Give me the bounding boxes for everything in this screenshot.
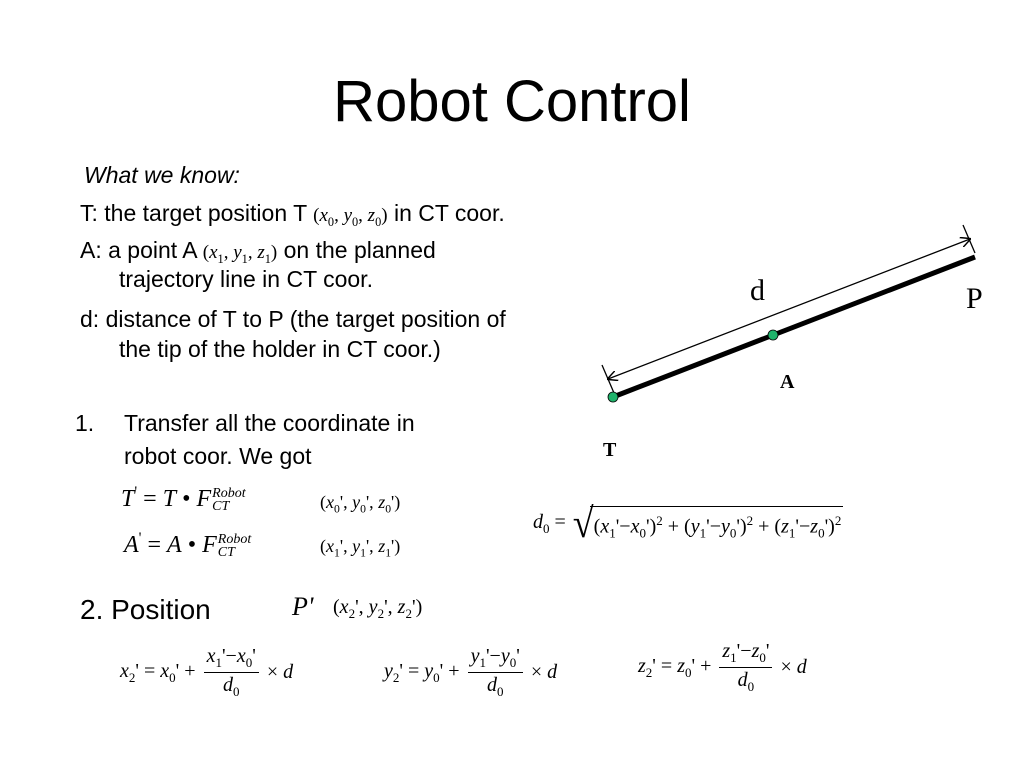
distance-definition-line1: d: distance of T to P (the target position of [80, 306, 506, 332]
x2-formula: $x_2' = x_0'$ + $\frac{x_1'-x_0'}{d_0}$ × d [120, 645, 294, 699]
point-a-prefix: A: a point A [80, 237, 197, 263]
target-suffix: in CT coor. [393, 200, 505, 226]
a-prime-coords: ($x_1'$, $y_1'$, $z_1'$) [320, 536, 401, 560]
y2-formula: $y_2' = y_0'$ + $\frac{y_1'-y_0'}{d_0}$ × d [384, 645, 558, 699]
target-prefix: T: the target position T [80, 200, 307, 226]
trajectory-diagram [590, 220, 1010, 470]
point-a-marker [768, 330, 778, 340]
distance-tick-end [963, 225, 975, 253]
step2-label: 2. Position [80, 594, 211, 625]
equation-a-prime: A' = A • F Robot CT [124, 530, 252, 561]
point-a-suffix: on the planned [283, 237, 436, 263]
t-prime-coords: ($x_0'$, $y_0'$, $z_0'$) [320, 492, 401, 516]
point-t-marker [608, 392, 618, 402]
step1-line2: robot coor. We got [124, 443, 312, 469]
label-t: T [603, 439, 617, 461]
what-we-know-label: What we know: [84, 162, 240, 188]
point-a-coords: ($x_1$, $y_1$, $z_1$) [202, 242, 278, 266]
page-title: Robot Control [333, 69, 691, 134]
p-prime: P' [292, 592, 314, 621]
label-p: P [966, 282, 983, 315]
target-definition [80, 200, 505, 236]
step1-number: 1. [75, 410, 95, 436]
distance-arrow [608, 239, 970, 379]
label-d: d [750, 274, 765, 307]
step1-line1: Transfer all the coordinate in [124, 410, 415, 436]
z2-formula: $z_2' = z_0'$ + $\frac{z_1'-z_0'}{d_0}$ × d [638, 640, 807, 694]
equation-t-prime: T' = T • F Robot CT [121, 484, 246, 515]
distance-definition-line2: the tip of the holder in CT coor.) [119, 336, 441, 362]
label-a: A [780, 371, 795, 393]
distance-tick-start [602, 365, 614, 393]
target-coords: ($x_0$, $y_0$, $z_0$) [313, 205, 388, 229]
p-prime-coords: ($x_2'$, $y_2'$, $z_2'$) [333, 596, 423, 621]
d0-formula: $d_0 = √(x_1'-x_0')^2 + (y_1'-y_0')^2 + (z_1'-z_0')^2$ [533, 500, 842, 548]
point-a-line2: trajectory line in CT coor. [119, 266, 373, 292]
